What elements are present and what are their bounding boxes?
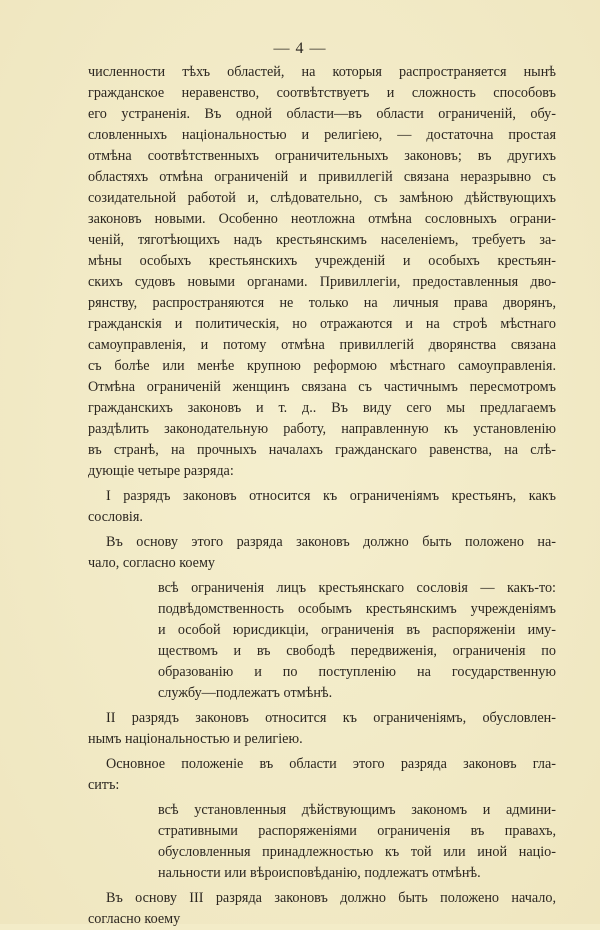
text-line: чало, согласно коему — [88, 555, 216, 571]
text-line: нымъ національностью и религіею. — [88, 731, 303, 747]
text-line: Въ основу этого разряда законовъ должно быть положено на- — [106, 534, 556, 550]
text-line: нальности или вѣроисповѣданію, подлежатъ отмѣнѣ. — [158, 865, 481, 881]
page-body — [88, 62, 556, 930]
text-line: численности тѣхъ областей, на которыя распространяется нынѣ — [88, 64, 556, 80]
text-line: ситъ: — [88, 777, 120, 793]
quoted-provision — [158, 578, 556, 704]
text-line: Отмѣна ограниченій женщинъ связана съ частичнымъ пересмотромъ — [88, 379, 556, 395]
text-line: самоуправленія, и потому отмѣна привиллегій дворянства связана — [88, 337, 556, 353]
text-line: въ странѣ, на прочныхъ началахъ гражданскаго равенства, на слѣ- — [88, 442, 556, 458]
text-line: дующіе четыре разряда: — [88, 463, 234, 479]
text-line: всѣ установленныя дѣйствующимъ закономъ и админи- — [158, 802, 556, 818]
text-line: согласно коему — [88, 911, 181, 927]
text-line: обусловленныя принадлежностью къ той или иной націо- — [158, 844, 556, 860]
text-line: всѣ ограниченія лицъ крестьянскаго сословія — какъ-то: — [158, 580, 556, 596]
text-line: созидательной работой и, слѣдовательно, съ замѣною дѣйствующихъ — [88, 190, 556, 206]
text-line: II разрядъ законовъ относится къ ограниченіямъ, обусловлен- — [106, 710, 556, 726]
page-number: — 4 — — [273, 40, 327, 57]
text-line: областяхъ отмѣна ограниченій и привиллегій связана неразрывно съ — [88, 169, 556, 185]
text-line: рянству, распространяются не только на личныя права дворянъ, — [88, 295, 556, 311]
paragraph — [88, 62, 556, 482]
quoted-provision — [158, 800, 556, 884]
text-line: I разрядъ законовъ относится къ ограниченіямъ крестьянъ, какъ — [106, 488, 556, 504]
text-line: стративными распоряженіями ограниченія въ правахъ, — [158, 823, 556, 839]
paragraph — [88, 532, 556, 574]
text-line: мѣны особыхъ крестьянскихъ учрежденій и особыхъ крестьян- — [88, 253, 556, 269]
text-line: съ болѣе или менѣе крупною реформою мѣстнаго самоуправленія. — [88, 358, 556, 374]
text-line: гражданскія и политическія, но отражаются и на строѣ мѣстнаго — [88, 316, 556, 332]
text-line: законовъ новыми. Особенно неотложна отмѣна сословныхъ ограни- — [88, 211, 556, 227]
paragraph — [88, 708, 556, 750]
text-line: сословія. — [88, 509, 143, 525]
text-line: службу—подлежатъ отмѣнѣ. — [158, 685, 333, 701]
text-line: ществомъ и въ свободѣ передвиженія, ограниченія по — [158, 643, 556, 659]
text-line: и особой юрисдикціи, ограниченія въ распоряженіи иму- — [158, 622, 556, 638]
paragraph — [88, 486, 556, 528]
text-line: гражданскихъ законовъ и т. д.. Въ виду сего мы предлагаемъ — [88, 400, 556, 416]
text-line: Основное положеніе въ области этого разряда законовъ гла- — [106, 756, 556, 772]
text-line: подвѣдомственность особымъ крестьянскимъ учрежденіямъ — [158, 601, 556, 617]
text-line: словленныхъ національностью и религіею, — достаточна простая — [88, 127, 556, 143]
text-line: отмѣна соотвѣтственныхъ ограничительныхъ законовъ; въ другихъ — [88, 148, 556, 164]
text-line: его устраненія. Въ одной области—въ области ограниченій, обу- — [88, 106, 556, 122]
text-line: Въ основу III разряда законовъ должно быть положено начало, — [106, 890, 556, 906]
text-line: образованію и по поступленію на государственную — [158, 664, 556, 680]
text-line: скихъ судовъ новыми органами. Привиллегіи, предоставленныя дво- — [88, 274, 556, 290]
text-line: ченій, тяготѣющихъ надъ крестьянскимъ населеніемъ, требуетъ за- — [88, 232, 556, 248]
paragraph — [88, 754, 556, 796]
text-line: раздѣлить законодательную работу, направленную къ установленію — [88, 421, 556, 437]
text-line: гражданское неравенство, соотвѣтствуетъ и сложность способовъ — [88, 85, 556, 101]
